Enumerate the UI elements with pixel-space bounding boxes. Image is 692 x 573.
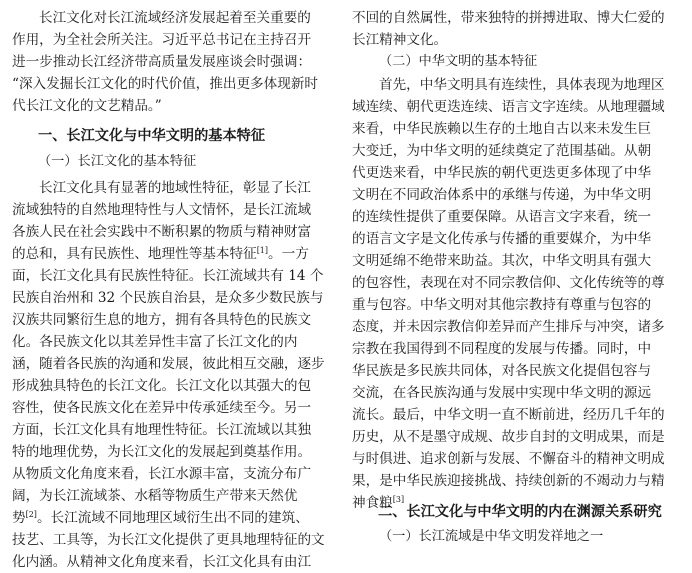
- text-line: 华民族是多民族共同体，对各民族文化提倡包容与: [352, 363, 652, 379]
- text-line: 首先，中华文明具有连续性，具体表现为地理区: [379, 77, 665, 93]
- subsection-heading: （一）长江流域是中华文明发祥地之一: [379, 529, 604, 544]
- line-text: 。一方: [268, 246, 309, 262]
- text-line: 特的地理优势，为长江文化的发展起到奠基作用。: [12, 444, 312, 460]
- text-line: 阔，为长江流域茶、水稻等物质生产带来天然优: [12, 488, 298, 504]
- text-line: 宗教在我国得到不同程度的发展与传播。同时，中: [352, 341, 652, 357]
- text-line: 不回的自然属性，带来独特的拼搏进取、博大仁爱的: [352, 10, 665, 26]
- line-text: 神食粮: [352, 495, 393, 511]
- text-line: 长江精神文化。: [352, 32, 448, 48]
- text-line: 民族自治州和 32 个民族自治县，是众多少数民族与: [12, 290, 324, 306]
- text-line: 各族人民在社会实践中不断积累的物质与精神财富: [12, 224, 312, 240]
- text-line: 果，是中华民族迎接挑战、持续创新的不竭动力与精: [352, 473, 665, 489]
- text-line: 大变迁，为中华文明的延续奠定了范围基础。从朝: [352, 143, 652, 159]
- text-line: 来看，中华民族赖以生存的土地自古以来未发生巨: [352, 121, 652, 137]
- text-line: “深入发掘长江文化的时代价值，推出更多体现新时: [12, 76, 319, 92]
- text-line: 涵，随着各民族的沟通和发展，彼此相互交融，逐步: [12, 356, 325, 372]
- text-line: 容性，使各民族文化在差异中传承延续至今。另一: [12, 400, 312, 416]
- text-line: 的语言文字是文化传承与传播的重要媒介，为中华: [352, 231, 652, 247]
- text-line: 面，长江文化具有民族性特征。长江流域共有 14 个: [12, 268, 324, 284]
- citation-ref: [3]: [392, 495, 405, 504]
- text-line: 化。各民族文化以其差异性丰富了长江文化的内: [12, 334, 298, 350]
- text-line: 化内涵。从精神文化角度来看，长江文化具有由江: [12, 554, 312, 570]
- text-line: 长江文化对长江流域经济发展起着至关重要的: [39, 10, 311, 26]
- text-line: 与时俱进、追求创新与发展、不懈奋斗的精神文明成: [352, 451, 665, 467]
- text-line: 长江文化具有显著的地域性特征，彰显了长江: [39, 180, 311, 196]
- citation-ref: [1]: [256, 246, 269, 255]
- section-heading: 一、长江文化与中华文明的基本特征: [38, 128, 266, 144]
- section-heading: 二、长江文化与中华文明的内在渊源关系研究: [378, 504, 662, 520]
- text-line: 文明在不同政治体系中的承继与传递，为中华文明: [352, 187, 652, 203]
- line-text: 的总和，具有民族性、地理性等基本特征: [12, 246, 257, 262]
- line-text: 势: [12, 510, 26, 526]
- text-line: 重与包容。中华文明对其他宗教持有尊重与包容的: [352, 297, 652, 313]
- subsection-heading: （二）中华文明的基本特征: [379, 54, 538, 69]
- text-line: 方面，长江文化具有地理性特征。长江流域以其独: [12, 422, 312, 438]
- text-line: 代长江文化的文艺精品。”: [12, 98, 162, 114]
- text-line: 文明延绵不绝带来助益。其次，中华文明具有强大: [352, 253, 652, 269]
- citation-ref: [2]: [25, 510, 37, 519]
- text-line: [12, 507, 332, 529]
- text-line: 作用，为全社会所关注。习近平总书记在主持召开: [12, 32, 312, 48]
- text-line: 域连续、朝代更迭连续、语言文字连续。从地理疆域: [352, 99, 665, 115]
- text-line: [12, 243, 332, 265]
- text-line: 历史，从不是墨守成规、故步自封的文明成果，而是: [352, 429, 665, 445]
- text-line: 形成独具特色的长江文化。长江文化以其强大的包: [12, 378, 312, 394]
- text-line: 技艺、工具等，为长江文化提供了更具地理特征的文: [12, 532, 325, 548]
- text-line: 交流，在各民族沟通与发展中实现中华文明的源远: [352, 385, 652, 401]
- text-line: 流域独特的自然地理特性与人文情怀，是长江流域: [12, 202, 312, 218]
- text-line: 从物质文化角度来看，长江水源丰富，支流分布广: [12, 466, 312, 482]
- text-line: 的连续性提供了重要保障。从语言文字来看，统一: [352, 209, 652, 225]
- subsection-heading: （一）长江文化的基本特征: [38, 154, 197, 169]
- line-text: 。长江流域不同地理区域衍生出不同的建筑、: [36, 510, 309, 526]
- text-line: 流长。最后，中华文明一直不断前进，经历几千年的: [352, 407, 665, 423]
- text-line: 进一步推动长江经济带高质量发展座谈会时强调：: [12, 54, 312, 70]
- text-line: 的包容性，表现在对不同宗教信仰、文化传统等的尊: [352, 275, 665, 291]
- text-line: 态度，并未因宗教信仰差异而产生排斥与冲突，诸多: [352, 319, 665, 335]
- text-line: 代更迭来看，中华民族的朝代更迭更多体现了中华: [352, 165, 652, 181]
- text-line: 汉族共同繁衍生息的地方，拥有各具特色的民族文: [12, 312, 312, 328]
